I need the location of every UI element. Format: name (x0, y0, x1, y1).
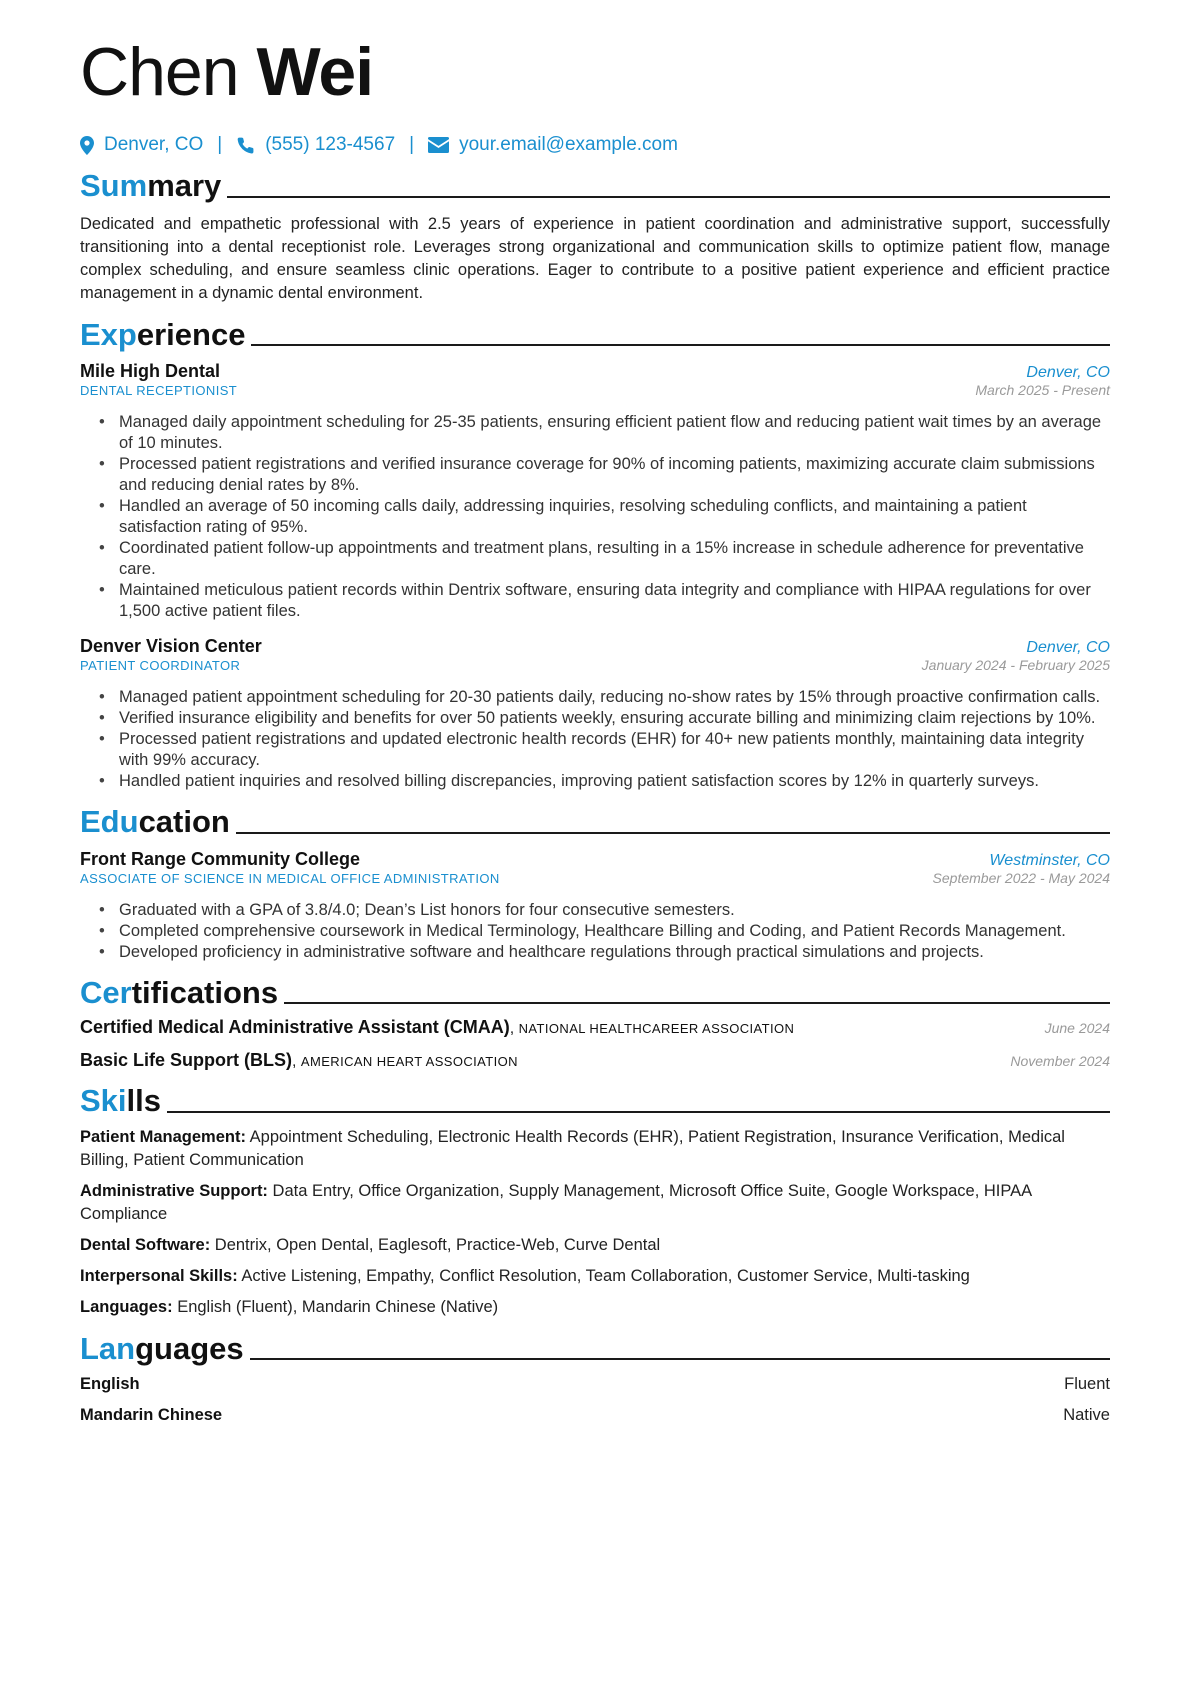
job-entry (80, 361, 1110, 622)
language-level: Native (1063, 1406, 1110, 1425)
section-title-highlight: Sum (80, 168, 148, 203)
section-title-rest: tifications (131, 974, 279, 1010)
skill-row (80, 1265, 1110, 1288)
contact-email[interactable] (428, 134, 678, 156)
certification-issuer: AMERICAN HEART ASSOCIATION (300, 1054, 518, 1070)
skill-value: Active Listening, Empathy, Conflict Resolution, Team Collaboration, Customer Service, Multi-tasking (241, 1266, 970, 1285)
skill-value: Appointment Scheduling, Electronic Health Records (EHR), Patient Registration, Insurance Verification, Medical Billing, Patient Communication (80, 1127, 1065, 1169)
email-text[interactable]: your.email@example.com (459, 134, 678, 155)
phone-text[interactable]: (555) 123-4567 (265, 134, 396, 155)
section-rule (284, 1002, 1110, 1004)
phone-icon (236, 136, 255, 155)
certification-item (80, 1050, 1110, 1071)
contact-line (80, 134, 1110, 156)
language-name: Mandarin Chinese (80, 1406, 223, 1425)
section-title-highlight: Ski (80, 1083, 127, 1119)
section-rule (227, 196, 1110, 198)
section-title (80, 316, 246, 352)
job-header-row (80, 361, 1110, 382)
skill-value: English (Fluent), Mandarin Chinese (Native) (177, 1297, 499, 1316)
job-dates: January 2024 - February 2025 (921, 657, 1110, 674)
language-level: Fluent (1064, 1375, 1110, 1394)
contact-location (80, 134, 203, 156)
skill-value: Dentrix, Open Dental, Eaglesoft, Practice-Web, Curve Dental (214, 1235, 661, 1254)
school-location: Westminster, CO (989, 851, 1110, 869)
education-bullets (80, 900, 1110, 963)
section-title-highlight: Lan (80, 1330, 136, 1366)
certification-name: Certified Medical Administrative Assistant (CMAA) (80, 1017, 510, 1038)
section-rule (236, 832, 1110, 834)
section-title-highlight: Edu (80, 804, 139, 840)
section-title-rest: lls (126, 1083, 161, 1119)
language-row (80, 1373, 1110, 1396)
skill-label: Languages: (80, 1297, 173, 1316)
section-title-rest: erience (136, 316, 246, 352)
job-bullets (80, 687, 1110, 792)
job-dates: March 2025 - Present (975, 382, 1110, 399)
section-title-highlight: Cer (80, 974, 132, 1010)
degree-name: ASSOCIATE OF SCIENCE IN MEDICAL OFFICE ADMINISTRATION (80, 870, 500, 886)
bullet-item: • Developed proficiency in administrative software and healthcare regulations through practical simulations and projects. (119, 942, 1110, 963)
skill-row (80, 1126, 1110, 1172)
section-rule (251, 344, 1110, 346)
section-title (80, 170, 221, 203)
section-title (80, 974, 279, 1010)
skill-row (80, 1180, 1110, 1226)
bullet-item: • Handled patient inquiries and resolved billing discrepancies, improving patient satisfaction scores by 12% in quarterly surveys. (119, 771, 1110, 792)
language-name: English (80, 1375, 140, 1394)
experience-heading (80, 316, 1110, 352)
section-title-rest: mary (147, 168, 222, 203)
company-name: Denver Vision Center (80, 636, 262, 657)
section-rule (167, 1111, 1110, 1113)
job-bullets (80, 412, 1110, 622)
last-name: Wei (256, 34, 374, 110)
certification-text: Certified Medical Administrative Assistant (CMAA), NATIONAL HEALTHCAREER ASSOCIATION (80, 1017, 795, 1038)
bullet-item: • Processed patient registrations and verified insurance coverage for 90% of incoming patients, maximizing accurate claim submissions and reducing denial rates by 8%. (119, 454, 1110, 496)
location-text: Denver, CO (104, 134, 204, 155)
contact-separator: | (409, 134, 415, 155)
summary-text: Dedicated and empathetic professional with 2.5 years of experience in patient coordination and administrative support, successfully transitioning into a dental receptionist role. Leverages strong organizational and communication skills to optimize patient flow, manage complex scheduling, and ensure seamless clinic operations. Eager to contribute to a positive patient experience and efficient practice management in a dynamic dental environment. (80, 214, 1110, 302)
certification-issuer: NATIONAL HEALTHCAREER ASSOCIATION (518, 1021, 795, 1037)
certifications-heading (80, 974, 1110, 1010)
bullet-item: • Completed comprehensive coursework in Medical Terminology, Healthcare Billing and Coding, and Patient Records Management. (119, 921, 1110, 942)
map-pin-icon (80, 136, 94, 155)
job-title: DENTAL RECEPTIONIST (80, 383, 238, 399)
summary-heading (80, 170, 1110, 203)
bullet-item: • Handled an average of 50 incoming calls daily, addressing inquiries, resolving scheduling conflicts, and maintaining a patient satisfaction rating of 95%. (119, 496, 1110, 538)
bullet-item: • Verified insurance eligibility and benefits for over 50 patients weekly, ensuring accurate billing and minimizing claim rejections by 10%. (119, 708, 1110, 729)
section-title-highlight: Exp (80, 316, 137, 352)
certification-text: Basic Life Support (BLS), AMERICAN HEART ASSOCIATION (80, 1050, 518, 1071)
certification-date: June 2024 (1044, 1020, 1110, 1037)
certification-date: November 2024 (1010, 1053, 1110, 1070)
skill-label: Dental Software: (80, 1235, 211, 1254)
job-location: Denver, CO (1026, 364, 1110, 382)
education-heading (80, 806, 1110, 839)
school-name: Front Range Community College (80, 848, 361, 869)
bullet-item: • Coordinated patient follow-up appointments and treatment plans, resulting in a 15% increase in schedule adherence for preventative care. (119, 538, 1110, 580)
languages-heading (80, 1330, 1110, 1366)
section-rule (250, 1358, 1110, 1360)
section-title-rest: cation (138, 804, 230, 840)
job-sub-row (80, 382, 1110, 398)
education-sub-row (80, 870, 1110, 886)
section-title (80, 1330, 244, 1366)
skill-value: Data Entry, Office Organization, Supply Management, Microsoft Office Suite, Google Workspace, HIPAA Compliance (80, 1181, 1032, 1223)
skill-label: Administrative Support: (80, 1181, 268, 1200)
contact-phone[interactable] (236, 134, 395, 156)
candidate-name (80, 34, 1110, 110)
bullet-item: • Graduated with a GPA of 3.8/4.0; Dean’s List honors for four consecutive semesters. (119, 900, 1110, 921)
first-name: Chen (80, 34, 239, 110)
envelope-icon (428, 137, 449, 153)
language-row (80, 1404, 1110, 1427)
education-dates: September 2022 - May 2024 (932, 869, 1110, 886)
contact-separator: | (217, 134, 223, 155)
skill-label: Patient Management: (80, 1127, 246, 1146)
skills-heading (80, 1085, 1110, 1118)
section-title (80, 806, 230, 839)
skill-label: Interpersonal Skills: (80, 1266, 238, 1285)
education-header-row (80, 849, 1110, 870)
skill-row (80, 1234, 1110, 1257)
company-name: Mile High Dental (80, 361, 221, 382)
skill-row (80, 1296, 1110, 1319)
bullet-item: • Maintained meticulous patient records within Dentrix software, ensuring data integrity and compliance with HIPAA regulations for over 1,500 active patient files. (119, 580, 1110, 622)
job-entry (80, 636, 1110, 792)
education-entry (80, 849, 1110, 963)
section-title (80, 1085, 161, 1118)
certification-item (80, 1017, 1110, 1038)
section-title-rest: guages (135, 1330, 244, 1366)
certification-name: Basic Life Support (BLS) (80, 1050, 293, 1071)
job-sub-row (80, 657, 1110, 673)
job-header-row (80, 636, 1110, 657)
bullet-item: • Processed patient registrations and updated electronic health records (EHR) for 40+ new patients monthly, maintaining data integrity with 99% accuracy. (119, 729, 1110, 771)
job-title: PATIENT COORDINATOR (80, 658, 241, 674)
bullet-item: • Managed patient appointment scheduling for 20-30 patients daily, reducing no-show rates by 15% through proactive confirmation calls. (119, 687, 1110, 708)
bullet-item: • Managed daily appointment scheduling for 25-35 patients, ensuring efficient patient flow and reducing patient wait times by an average of 10 minutes. (119, 412, 1110, 454)
job-location: Denver, CO (1026, 639, 1110, 657)
